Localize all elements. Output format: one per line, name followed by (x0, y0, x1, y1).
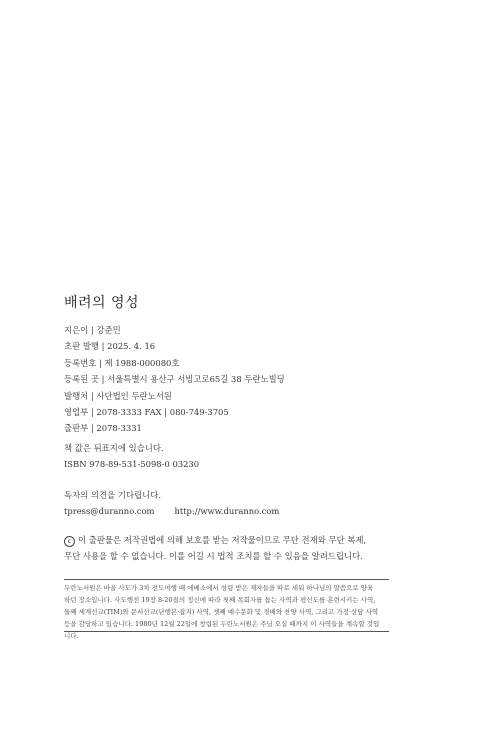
about-bottom-divider (64, 631, 389, 632)
about-line: 하던 장소입니다. 사도행전 19장 8-20절의 정신에 따라 첫째 목회자를 돕는 사역과 평신도를 훈련시키는 사역, (64, 596, 376, 604)
about-line: 둘째 세계선교(TIM)와 문서선교(단행본·잡지) 사역, 셋째 예수문화 및 경배와 찬양 사역, 그리고 가정·상담 사역 (64, 608, 379, 616)
price-note: 책 값은 뒤표지에 있습니다. (64, 443, 164, 453)
registration-number-line: 등록번호 | 제 1988-000080호 (64, 357, 180, 368)
reader-feedback (64, 487, 279, 520)
first-edition-line: 초판 발행 | 2025. 4. 16 (64, 341, 156, 352)
contact-links (64, 503, 279, 519)
copyright-icon: c (64, 536, 75, 547)
copyright-text-1: 이 출판물은 저작권법에 의해 보호를 받는 저작물이므로 무단 전재와 무단 복제, (78, 535, 367, 545)
email-link[interactable]: tpress@duranno.com (64, 506, 155, 517)
copyright-line-2: 무단 사용을 할 수 없습니다. 이를 어길 시 법적 조치를 할 수 있음을 알려드립니다. (64, 551, 363, 562)
about-line: 니다. (64, 632, 79, 640)
copyright-notice (64, 532, 404, 565)
registered-address-line: 등록된 곳 | 서울특별시 용산구 서빙고로65길 38 두란노빌딩 (64, 374, 285, 385)
copyright-line-1 (64, 532, 404, 548)
editorial-contact-line: 출판부 | 2078-3331 (64, 423, 142, 434)
about-top-divider (64, 579, 389, 580)
author-line: 지은이 | 강준민 (64, 325, 121, 335)
sales-contact-line: 영업부 | 2078-3333 FAX | 080-749-3705 (64, 407, 229, 418)
publisher-about (64, 582, 389, 642)
about-line: 두란노서원은 바울 사도가 3차 전도여행 때 에베소에서 성령 받은 제자들을 따로 세워 하나님의 말씀으로 양육 (64, 584, 374, 592)
reader-feedback-heading: 독자의 의견을 기다립니다. (64, 490, 161, 500)
imprint-details (64, 322, 285, 437)
about-line: 등을 감당하고 있습니다. 1980년 12월 22일에 창립된 두란노서원은 주님 오실 때까지 이 사역들을 계속할 것입 (64, 620, 380, 628)
publisher-line: 발행처 | 사단법인 두란노서원 (64, 390, 172, 401)
book-title: 배려의 영성 (64, 295, 140, 311)
website-link[interactable]: http://www.duranno.com (174, 506, 280, 517)
price-info (64, 440, 199, 473)
isbn-line: ISBN 978-89-531-5098-0 03230 (64, 459, 200, 470)
